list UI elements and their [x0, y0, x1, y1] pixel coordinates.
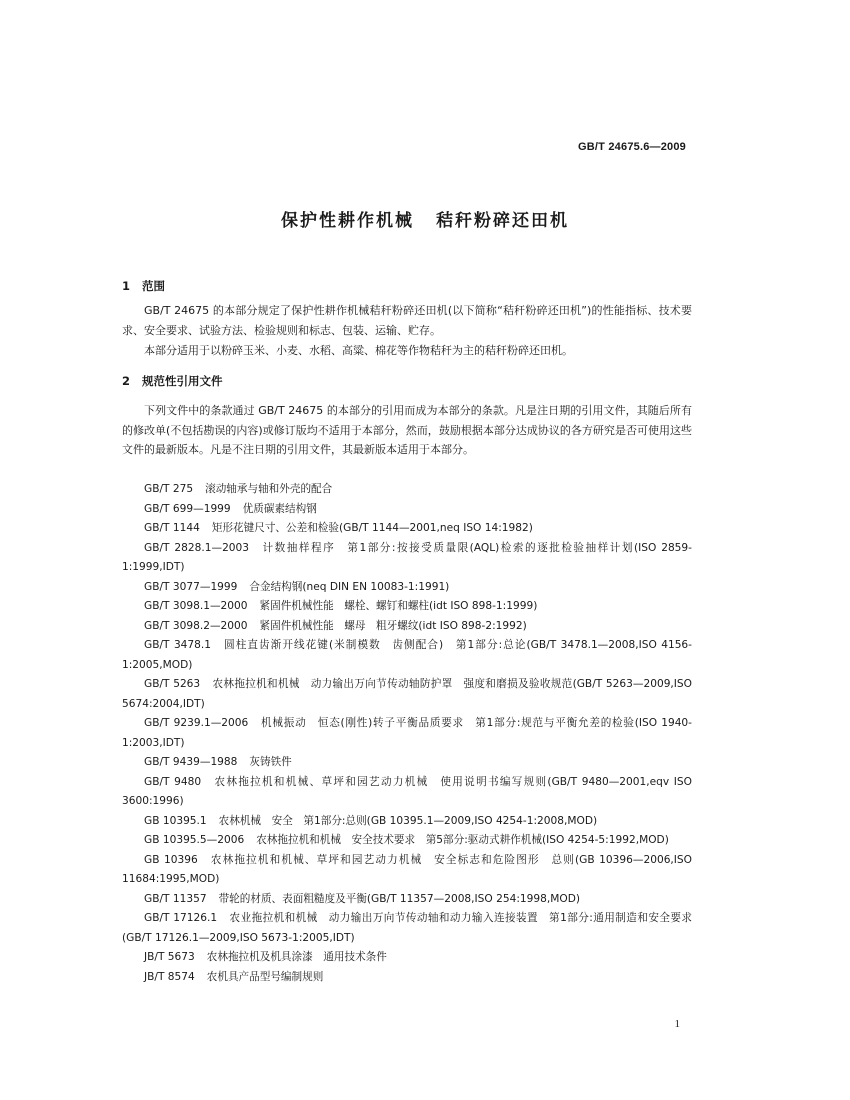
reference-title: 紧固件机械性能 螺栓、螺钉和螺柱(idt ISO 898-1:1999) [259, 600, 538, 612]
reference-code: GB/T 2828.1—2003 [144, 541, 250, 554]
reference-item [122, 500, 692, 520]
reference-item [122, 519, 692, 539]
reference-title: 农林拖拉机和机械、草坪和园艺动力机械 安全标志和危险图形 总则(GB 10396—2006,ISO 11684:1995,MOD) [122, 853, 692, 885]
page-number: 1 [674, 1018, 680, 1030]
reference-item [122, 968, 692, 988]
section-heading-scope [122, 278, 165, 294]
reference-code: GB/T 3478.1 [144, 639, 212, 651]
scope-paragraph-1: GB/T 24675 的本部分规定了保护性耕作机械秸秆粉碎还田机(以下简称“秸秆粉碎还田机”)的性能指标、技术要求、安全要求、试验方法、检验规则和标志、包装、运输、贮存。 [122, 304, 692, 337]
reference-title: 农林拖拉机和机械 安全技术要求 第5部分:驱动式耕作机械(ISO 4254-5:1992,MOD) [256, 834, 669, 846]
reference-item [122, 539, 692, 578]
reference-item [122, 890, 692, 910]
reference-code: GB/T 3098.2—2000 [144, 619, 248, 632]
standard-number: GB/T 24675.6—2009 [578, 141, 686, 153]
reference-item [122, 831, 692, 851]
reference-list [122, 480, 692, 987]
reference-item [122, 480, 692, 500]
reference-title: 农林拖拉机及机具涂漆 通用技术条件 [206, 951, 387, 963]
reference-title: 优质碳素结构钢 [242, 502, 317, 515]
scope-paragraph-2: 本部分适用于以粉碎玉米、小麦、水稻、高粱、棉花等作物秸秆为主的秸秆粉碎还田机。 [144, 344, 573, 357]
reference-title: 农机具产品型号编制规则 [206, 970, 324, 983]
reference-title: 合金结构钢(neq DIN EN 10083-1:1991) [249, 580, 450, 593]
reference-item [122, 617, 692, 637]
reference-title: 计数抽样程序 第1部分:按接受质量限(AQL)检索的逐批检验抽样计划(ISO 2859-1:1999,IDT) [122, 541, 692, 573]
reference-item [122, 675, 692, 714]
reference-code: GB/T 275 [144, 483, 194, 495]
reference-title: 农业拖拉机和机械 动力输出万向节传动轴和动力输入连接装置 第1部分:通用制造和安全要求(GB/T 17126.1—2009,ISO 5673-1:2005,IDT) [122, 912, 692, 944]
reference-code: GB/T 9480 [144, 775, 202, 788]
reference-title: 机械振动 恒态(刚性)转子平衡品质要求 第1部分:规范与平衡允差的检验(ISO 1940-1:2003,IDT) [122, 717, 692, 749]
title-part-2: 秸秆粉碎还田机 [436, 211, 569, 231]
reference-code: GB/T 3077—1999 [144, 580, 238, 593]
reference-item [122, 851, 692, 890]
title-part-1: 保护性耕作机械 [281, 211, 414, 231]
section-number: 1 [122, 279, 131, 293]
reference-item [122, 636, 692, 675]
reference-item [122, 812, 692, 832]
reference-title: 紧固件机械性能 螺母 粗牙螺纹(idt ISO 898-2:1992) [259, 619, 527, 632]
reference-item [122, 753, 692, 773]
reference-code: GB/T 1144 [144, 522, 200, 534]
reference-title: 灰铸铁件 [249, 756, 292, 768]
document-title [0, 206, 850, 231]
reference-title: 农林拖拉机和机械、草坪和园艺动力机械 使用说明书编写规则(GB/T 9480—2001,eqv ISO 3600:1996) [122, 775, 692, 807]
reference-code: GB/T 699—1999 [144, 502, 231, 515]
reference-title: 圆柱直齿渐开线花键(米制模数 齿侧配合) 第1部分:总论(GB/T 3478.1—2008,ISO 4156-1:2005,MOD) [122, 639, 692, 671]
reference-title: 滚动轴承与轴和外壳的配合 [205, 483, 333, 495]
reference-code: GB/T 11357 [144, 892, 207, 905]
section-heading-normative-references [122, 373, 223, 389]
reference-item [122, 578, 692, 598]
reference-title: 矩形花键尺寸、公差和检验(GB/T 1144—2001,neq ISO 14:1982) [211, 522, 533, 534]
reference-code: GB 10395.1 [144, 814, 207, 827]
reference-title: 带轮的材质、表面粗糙度及平衡(GB/T 11357—2008,ISO 254:1998,MOD) [218, 892, 580, 905]
reference-code: GB/T 9439—1988 [144, 756, 238, 768]
reference-code: JB/T 8574 [144, 970, 195, 983]
reference-item [122, 597, 692, 617]
section-heading-text: 规范性引用文件 [142, 374, 223, 388]
reference-code: JB/T 5673 [144, 951, 195, 963]
reference-item [122, 909, 692, 948]
reference-code: GB 10395.5—2006 [144, 834, 245, 846]
reference-code: GB 10396 [144, 853, 198, 866]
reference-title: 农林机械 安全 第1部分:总则(GB 10395.1—2009,ISO 4254-1:2008,MOD) [218, 814, 598, 827]
reference-item [122, 714, 692, 753]
reference-title: 农林拖拉机和机械 动力输出万向节传动轴防护罩 强度和磨损及验收规范(GB/T 5263—2009,ISO 5674:2004,IDT) [122, 678, 692, 710]
reference-code: GB/T 9239.1—2006 [144, 717, 249, 729]
reference-code: GB/T 3098.1—2000 [144, 600, 248, 612]
references-intro-paragraph: 下列文件中的条款通过 GB/T 24675 的本部分的引用而成为本部分的条款。凡是注日期的引用文件，其随后所有的修改单(不包括勘误的内容)或修订版均不适用于本部分，然而，鼓励根据本部分达成协议的各方研究是否可使用这些文件的最新版本。凡是不注日期的引用文件，其最新版本适用于本部分。 [122, 404, 692, 456]
reference-item [122, 773, 692, 812]
section-number: 2 [122, 374, 131, 388]
reference-code: GB/T 17126.1 [144, 912, 218, 924]
section-heading-text: 范围 [142, 279, 165, 293]
reference-item [122, 948, 692, 968]
reference-code: GB/T 5263 [144, 678, 201, 690]
